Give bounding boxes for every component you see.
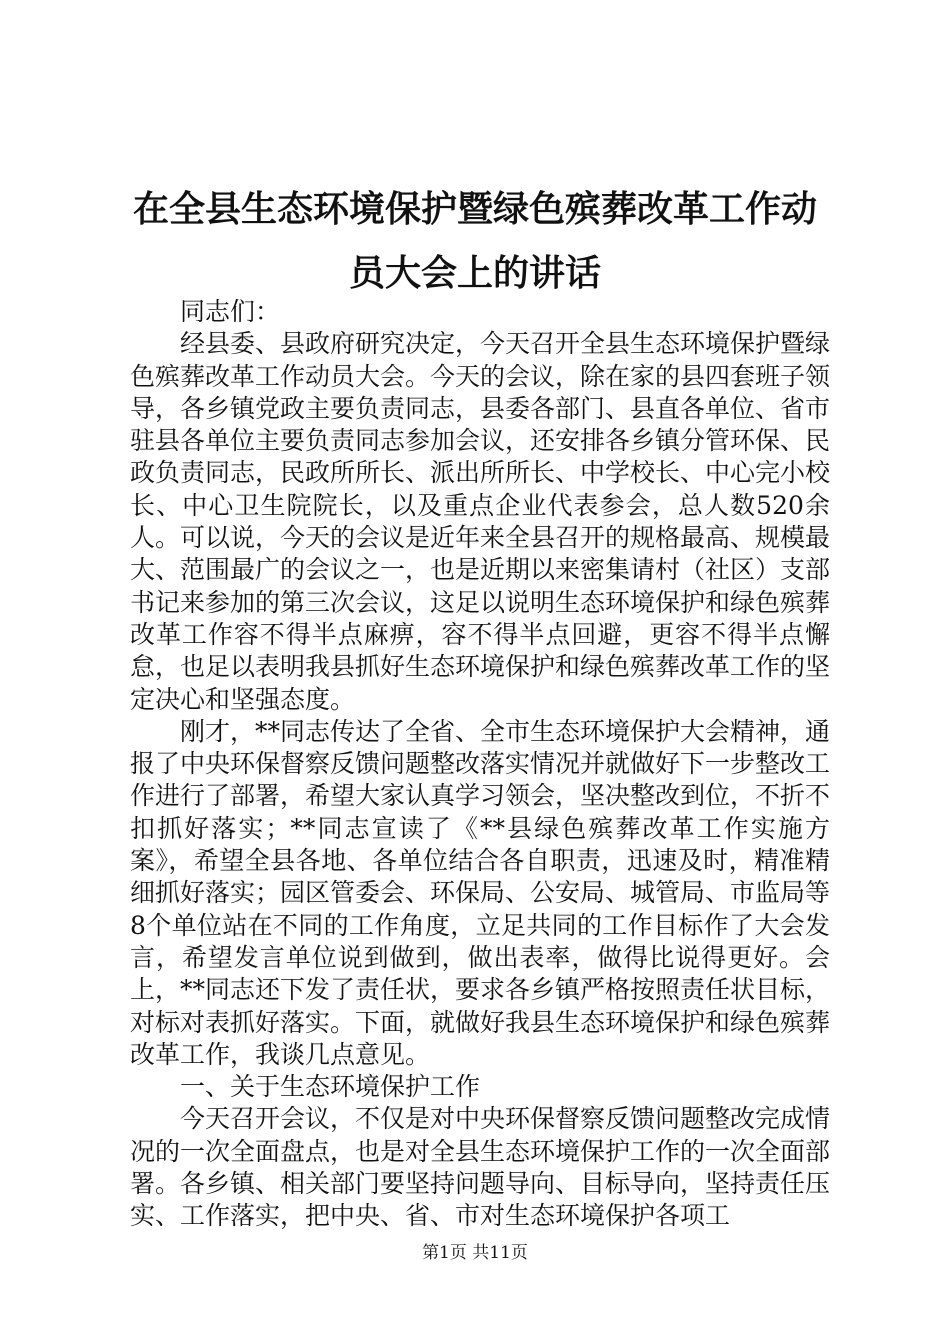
document-body (130, 296, 830, 1233)
page-number-footer: 第1页 共11页 (422, 1243, 528, 1263)
salutation-paragraph: 同志们： (180, 297, 281, 326)
body-paragraph: 经县委、县政府研究决定，今天召开全县生态环境保护暨绿色殡葬改革工作动员大会。今天的会议，除在家的县四套班子领导，各乡镇党政主要负责同志，县委各部门、县直各单位、省市驻县各单位主要负责同志参加会议，还安排各乡镇分管环保、民政负责同志，民政所所长、派出所所长、中学校长、中心完小校长、中心卫生院院长，以及重点企业代表参会，总人数520余人。可以说，今天的会议是近年来全县召开的规格最高、规模最大、范围最广的会议之一，也是近期以来密集请村（社区）支部书记来参加的第三次会议，这足以说明生态环境保护和绿色殡葬改革工作容不得半点麻痹，容不得半点回避，更容不得半点懈怠，也足以表明我县抓好生态环境保护和绿色殡葬改革工作的坚定决心和坚强态度。 (130, 329, 831, 714)
body-paragraph: 刚才，**同志传达了全省、全市生态环境保护大会精神，通报了中央环保督察反馈问题整改落实情况并就做好下一步整改工作进行了部署，希望大家认真学习领会，坚决整改到位，不折不扣抓好落实；**同志宣读了《**县绿色殡葬改革工作实施方案》，希望全县各地、各单位结合各自职责，迅速及时，精准精细抓好落实；园区管委会、环保局、公安局、城管局、市监局等8个单位站在不同的工作角度，立足共同的工作目标作了大会发言，希望发言单位说到做到，做出表率，做得比说得更好。会上，**同志还下发了责任状，要求各乡镇严格按照责任状目标，对标对表抓好落实。下面，就做好我县生态环境保护和绿色殡葬改革工作，我谈几点意见。 (130, 716, 831, 1069)
body-paragraph: 今天召开会议，不仅是对中央环保督察反馈问题整改完成情况的一次全面盘点，也是对全县生态环境保护工作的一次全面部署。各乡镇、相关部门要坚持问题导向、目标导向，坚持责任压实、工作落实，把中央、省、市对生态环境保护各项工 (130, 1104, 831, 1231)
section-heading: 一、关于生态环境保护工作 (180, 1072, 481, 1102)
document-title: 在全县生态环境保护暨绿色殡葬改革工作动员大会上的讲话 (132, 189, 817, 294)
